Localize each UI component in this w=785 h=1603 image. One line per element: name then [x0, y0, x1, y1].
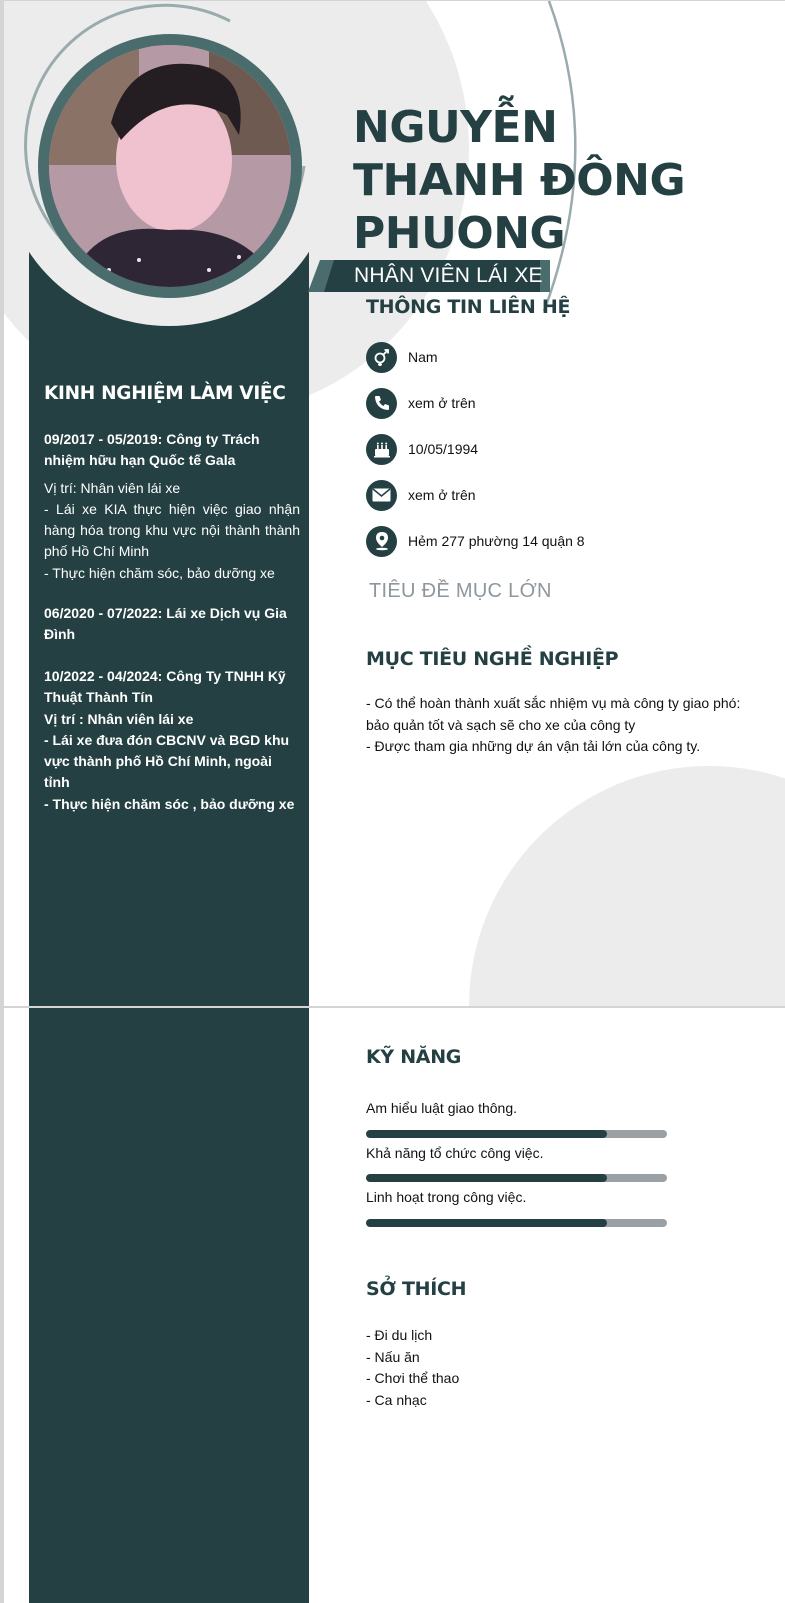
objective-text	[366, 693, 766, 758]
contact-gender: Nam	[408, 349, 438, 365]
experience-3-role: Vị trí : Nhân viên lái xe	[44, 710, 194, 727]
resume-page-2	[4, 1008, 785, 1603]
name-line-3: PHUONG	[353, 208, 566, 259]
contact-address: Hẻm 277 phường 14 quận 8	[408, 533, 585, 549]
experience-3-duty-1: - Lái xe đưa đón CBCNV và BGD khu vực thành phố Hồ Chí Minh, ngoài tỉnh	[44, 731, 290, 791]
hobby-item: - Chơi thể thao	[366, 1370, 460, 1386]
skill-bar-2	[366, 1174, 667, 1182]
skill-bar-3	[366, 1219, 667, 1227]
skill-bar-2-fill	[366, 1174, 607, 1182]
contact-section-title: THÔNG TIN LIÊN HỆ	[366, 296, 571, 318]
contact-item-phone	[366, 387, 476, 419]
hobbies-list	[366, 1325, 459, 1411]
name-line-2: THANH ĐÔNG	[353, 155, 686, 206]
objective-line-2: bảo quản tốt và sạch sẽ cho xe của công ty	[366, 716, 636, 733]
hobbies-section-title: SỞ THÍCH	[366, 1278, 467, 1300]
experience-3-heading: 10/2022 - 04/2024: Công Ty TNHH Kỹ Thuật Thành Tín	[44, 668, 286, 706]
birthday-cake-icon	[366, 434, 397, 465]
objective-section-title: MỤC TIÊU NGHỀ NGHIỆP	[366, 648, 619, 670]
skill-label-2: Khả năng tổ chức công việc.	[366, 1145, 544, 1161]
objective-line-1: - Có thể hoàn thành xuất sắc nhiệm vụ mà công ty giao phó:	[366, 695, 741, 711]
contact-item-birthday	[366, 433, 478, 465]
skill-bar-3-fill	[366, 1219, 607, 1227]
phone-icon	[366, 388, 397, 419]
experience-item-3	[44, 666, 300, 815]
avatar	[49, 45, 291, 287]
contact-email: xem ở trên	[408, 487, 476, 503]
objective-line-3: - Được tham gia những dự án vận tải lớn của công ty.	[366, 738, 701, 754]
contact-item-gender	[366, 341, 438, 373]
hobby-item: - Nấu ăn	[366, 1348, 420, 1365]
envelope-icon	[366, 480, 397, 511]
skills-section-title: KỸ NĂNG	[366, 1046, 462, 1068]
experience-1-duty-2: - Thực hiện chăm sóc, bảo dưỡng xe	[44, 564, 275, 581]
resume-page-1	[4, 1, 785, 1006]
contact-phone: xem ở trên	[408, 395, 476, 411]
sidebar-panel-page-2	[29, 1008, 309, 1603]
experience-item-2	[44, 603, 300, 646]
experience-3-duty-2: - Thực hiện chăm sóc , bảo dưỡng xe	[44, 795, 295, 812]
skill-bar-1-fill	[366, 1130, 607, 1138]
experience-1-duty-1: - Lái xe KIA thực hiện việc giao nhận hàng hóa trong khu vực nội thành thành phố Hồ Chí Minh	[44, 500, 300, 560]
contact-birthday: 10/05/1994	[408, 441, 479, 457]
experience-section-title: KINH NGHIỆM LÀM VIỆC	[44, 383, 286, 404]
name-line-1: NGUYỄN	[353, 102, 558, 153]
job-title: NHÂN VIÊN LÁI XE	[354, 264, 543, 287]
gender-icon	[366, 342, 397, 373]
contact-item-address	[366, 525, 585, 557]
experience-2-heading: 06/2020 - 07/2022: Lái xe Dịch vụ Gia Đình	[44, 605, 287, 643]
background-circle-bottom	[469, 766, 785, 1006]
full-name	[353, 101, 685, 260]
experience-1-heading: 09/2017 - 05/2019: Công ty Trách nhiệm hữu hạn Quốc tế Gala	[44, 431, 260, 469]
experience-1-role: Vị trí: Nhân viên lái xe	[44, 479, 181, 496]
hobby-item: - Đi du lịch	[366, 1327, 433, 1343]
location-pin-icon	[366, 526, 397, 557]
skill-label-3: Linh hoạt trong công việc.	[366, 1189, 527, 1205]
experience-item-1	[44, 429, 300, 584]
skill-label-1: Am hiểu luật giao thông.	[366, 1100, 517, 1116]
hobby-item: - Ca nhạc	[366, 1391, 427, 1408]
skill-bar-1	[366, 1130, 667, 1138]
placeholder-heading: TIÊU ĐỀ MỤC LỚN	[369, 580, 552, 602]
contact-item-email	[366, 479, 476, 511]
